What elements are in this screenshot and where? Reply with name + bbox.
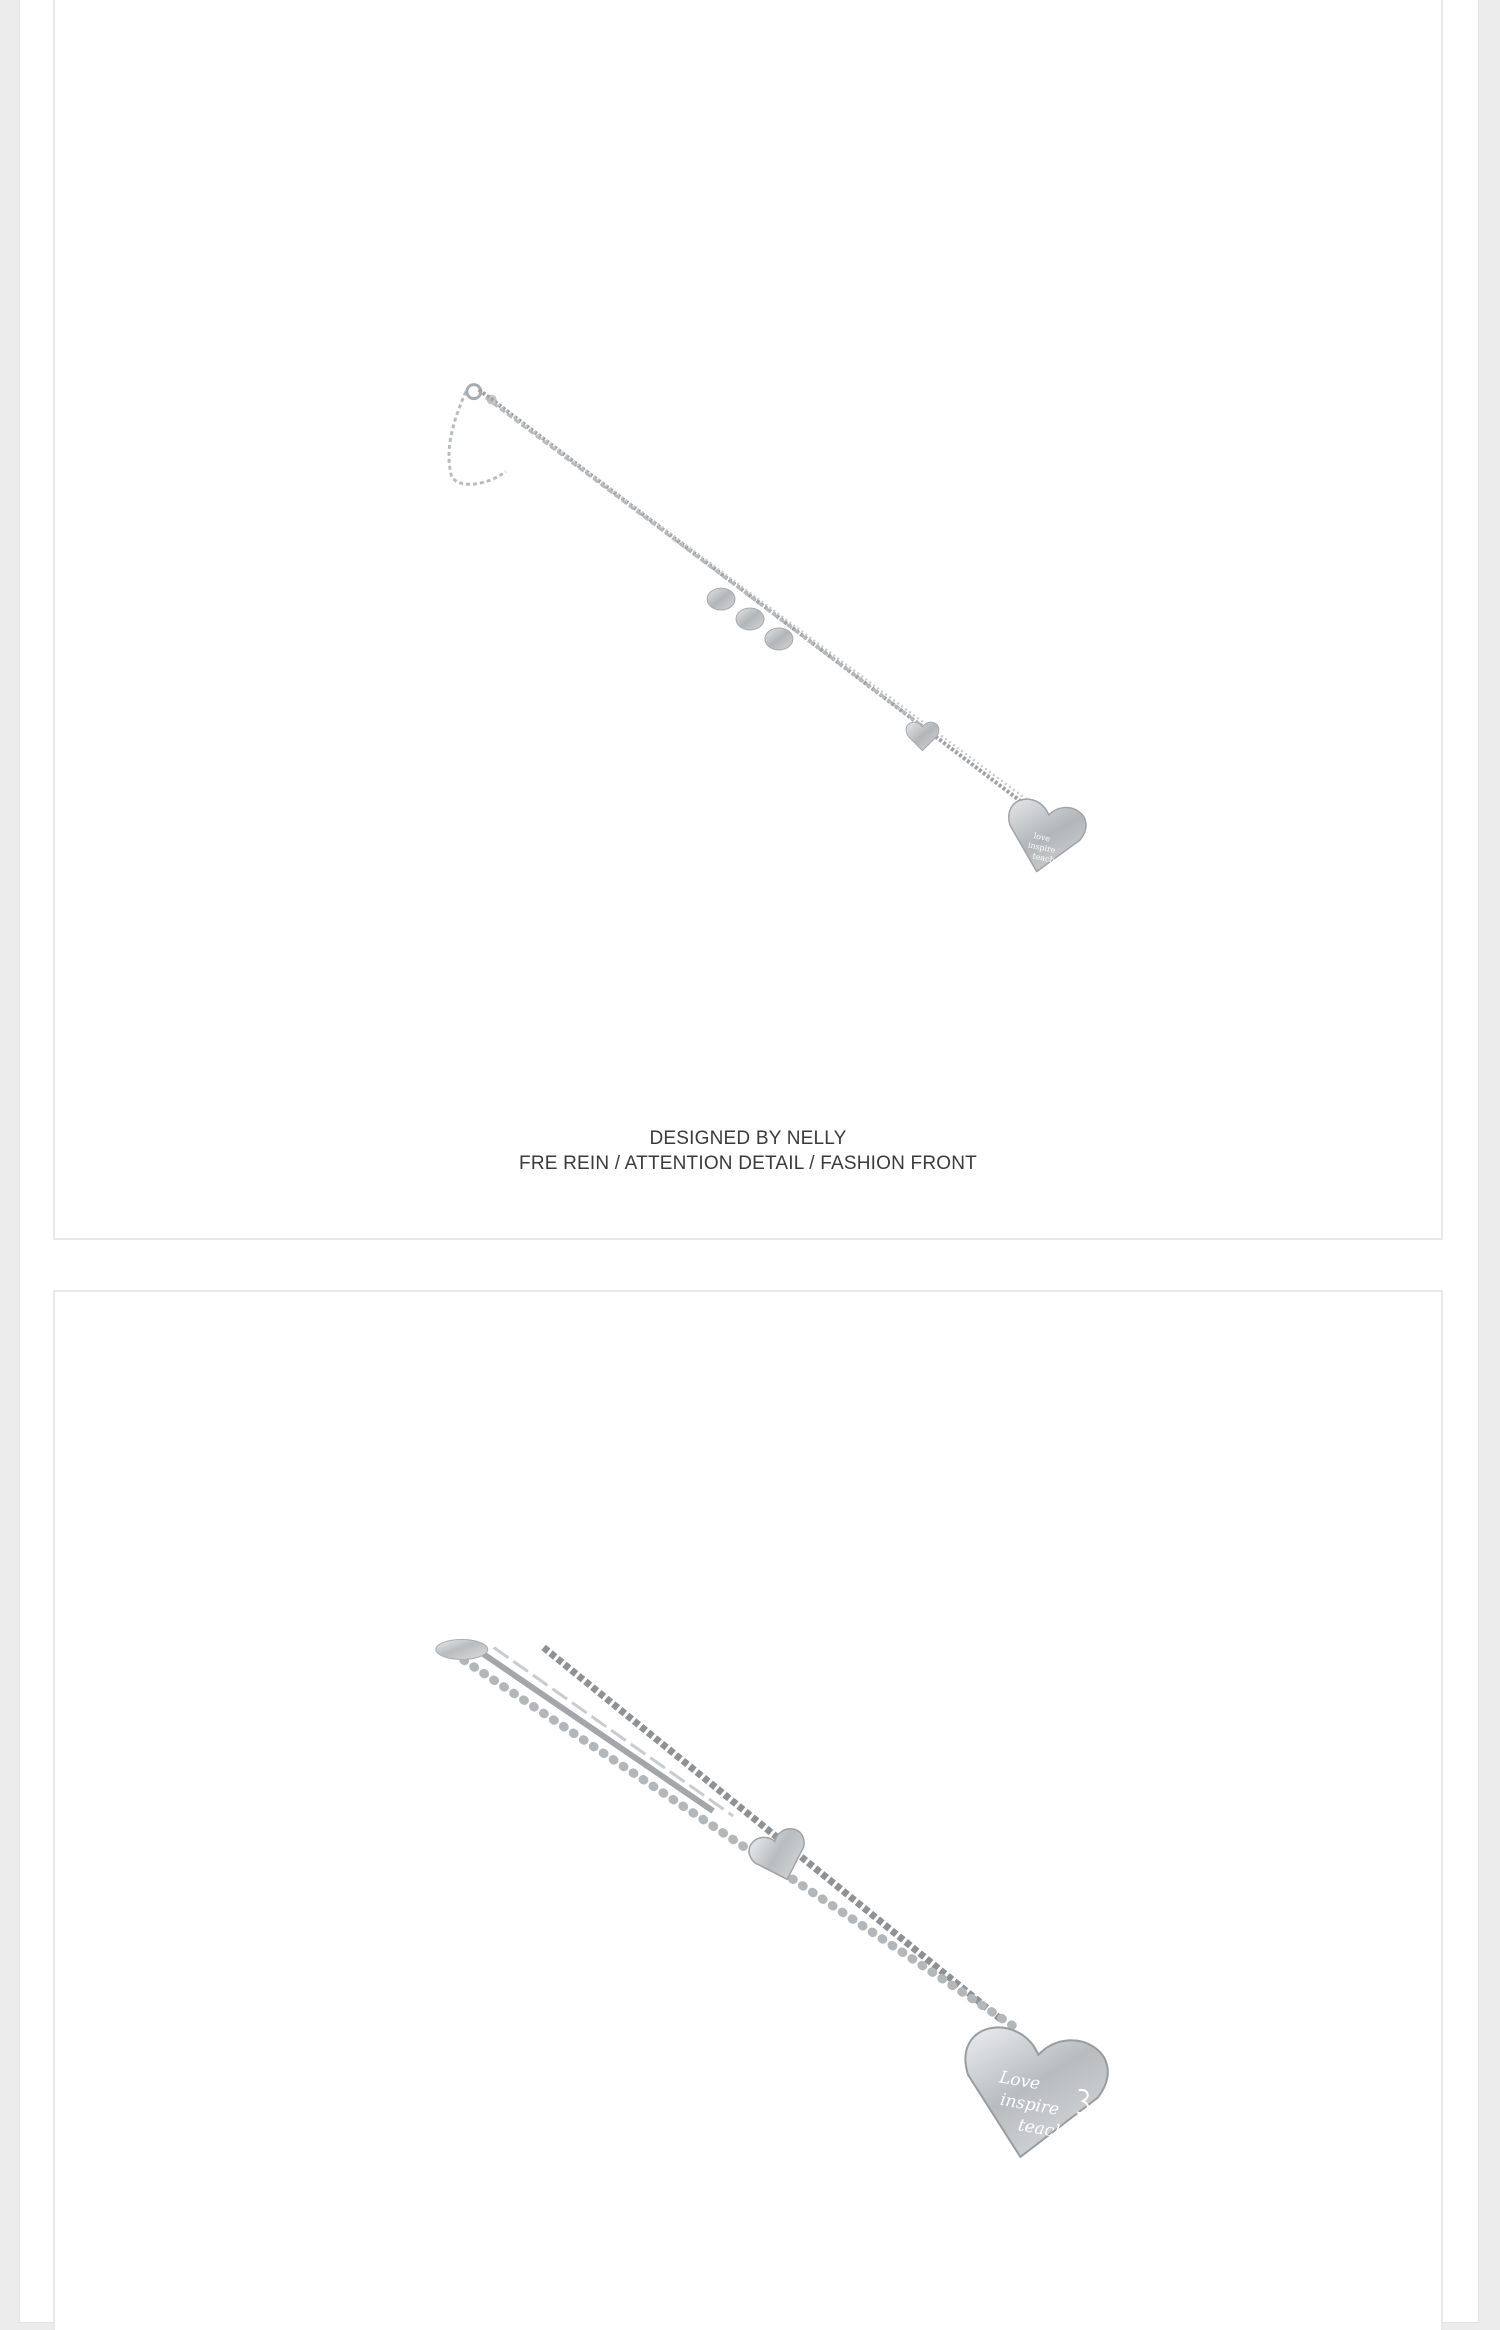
product-image-card-full xyxy=(53,0,1443,1240)
pendant-engraving-inspire: inspire xyxy=(998,2088,1061,2119)
necklace-full-photo xyxy=(55,0,1441,1238)
designer-caption: DESIGNED BY NELLY xyxy=(649,1128,847,1149)
pendant-engraving-2: inspire xyxy=(1027,840,1057,855)
pendant-engraving-teach: teach xyxy=(1016,2114,1067,2143)
product-detail-page xyxy=(20,0,1478,2322)
pendant-engraving-3: teach xyxy=(1031,851,1056,865)
product-image-card-closeup xyxy=(53,1290,1443,2330)
necklace-closeup-photo xyxy=(55,1292,1441,2330)
pendant-engraving-love: Love xyxy=(997,2066,1042,2094)
product-tagline-caption: FRE REIN / ATTENTION DETAIL / FASHION FRONT xyxy=(519,1153,977,1174)
pendant-engraving-1: love xyxy=(1032,831,1051,844)
